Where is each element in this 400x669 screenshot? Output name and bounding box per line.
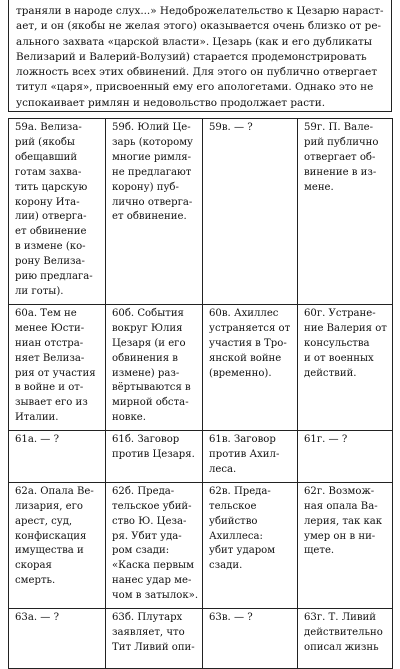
table-cell bbox=[106, 431, 203, 483]
cell-line: ли готы). bbox=[15, 285, 64, 297]
cell-text bbox=[112, 485, 198, 604]
cell-line: менее Юсти- bbox=[15, 322, 85, 334]
cell-line: арест, суд, bbox=[15, 515, 73, 527]
cell-line: обещавший bbox=[15, 151, 78, 163]
cell-line: участия в Тро- bbox=[209, 337, 287, 349]
cell-line: 60в. Ахиллес bbox=[209, 307, 279, 319]
table-row bbox=[9, 119, 393, 305]
cell-text bbox=[304, 433, 388, 448]
cell-text bbox=[304, 611, 388, 656]
cell-line: 59б. Юлий Це- bbox=[112, 122, 191, 133]
cell-line: 63г. Т. Ливий bbox=[304, 612, 376, 624]
cell-line: Италии. bbox=[15, 412, 59, 424]
cell-line: против Цезаря. bbox=[112, 449, 195, 461]
cell-text bbox=[209, 611, 293, 626]
cell-line: 59г. П. Вале- bbox=[304, 122, 374, 133]
cell-line: вёртываются в bbox=[112, 382, 191, 394]
cell-line: вокруг Юлия bbox=[112, 322, 183, 334]
cell-line: смерть. bbox=[15, 575, 56, 587]
cell-line: 61а. — ? bbox=[15, 434, 59, 446]
table-cell bbox=[203, 482, 298, 608]
cell-text bbox=[304, 307, 388, 382]
table-row bbox=[9, 431, 393, 483]
cell-line: мене. bbox=[304, 181, 334, 193]
cell-line: тельское убий- bbox=[112, 500, 192, 512]
table-cell bbox=[203, 304, 298, 430]
cell-line: не предлагают bbox=[112, 166, 192, 178]
cell-line: конфискация bbox=[15, 530, 87, 542]
cell-text bbox=[15, 307, 101, 426]
cell-text bbox=[209, 433, 293, 478]
table-cell bbox=[106, 119, 203, 305]
cell-line: нанес удар ме- bbox=[112, 575, 192, 587]
table-cell bbox=[298, 119, 393, 305]
cell-line: 60г. Устране- bbox=[304, 307, 376, 319]
cell-line: Ахиллеса: bbox=[209, 530, 263, 542]
intro-line: титул «царя», присвоенный ему его апологетами. Однако это не bbox=[16, 81, 374, 94]
table-cell bbox=[203, 119, 298, 305]
cell-line: (временно). bbox=[209, 367, 272, 379]
comparison-table bbox=[8, 118, 393, 669]
cell-line: новке. bbox=[112, 412, 146, 424]
cell-line: ние Валерия от bbox=[304, 322, 387, 334]
cell-text bbox=[112, 433, 198, 463]
cell-line: ет обвинение bbox=[15, 226, 87, 238]
cell-line: 63в. — ? bbox=[209, 612, 253, 624]
cell-text bbox=[112, 121, 198, 225]
cell-line: ниан отстра- bbox=[15, 337, 84, 349]
cell-line: отвергает об- bbox=[304, 151, 376, 163]
table-cell bbox=[9, 119, 106, 305]
cell-line: убийство bbox=[209, 515, 258, 527]
intro-line: ложность всех этих обвинений. Для этого он публично отвергает bbox=[16, 66, 378, 79]
table-cell bbox=[203, 431, 298, 483]
cell-line: ром сзади: bbox=[112, 545, 170, 557]
cell-line: леса. bbox=[209, 463, 237, 475]
cell-line: ет обвинение. bbox=[112, 211, 187, 223]
cell-line: зывает его из bbox=[15, 397, 88, 409]
cell-line: щете. bbox=[304, 545, 335, 557]
intro-line: траняли в народе слух...» Недоброжелательство к Цезарю нараст- bbox=[16, 5, 384, 17]
intro-line: ального захвата «царской власти». Цезарь (как и его дубликаты bbox=[16, 35, 373, 48]
cell-text bbox=[304, 485, 388, 560]
cell-text bbox=[112, 611, 198, 656]
cell-line: в измене (ко- bbox=[15, 241, 86, 253]
cell-line: измене) раз- bbox=[112, 367, 180, 379]
cell-line: чом в затылок». bbox=[112, 590, 198, 602]
table-cell bbox=[298, 304, 393, 430]
cell-line: 63б. Плутарх bbox=[112, 612, 183, 624]
cell-text bbox=[15, 611, 101, 626]
cell-line: против Ахил- bbox=[209, 449, 280, 461]
cell-line: 59а. Велиза- bbox=[15, 122, 82, 133]
table-cell bbox=[106, 304, 203, 430]
cell-line: 62в. Преда- bbox=[209, 485, 271, 497]
cell-line: 61г. — ? bbox=[304, 434, 348, 446]
intro-paragraph bbox=[8, 0, 392, 112]
cell-line: убит ударом bbox=[209, 545, 276, 557]
cell-text bbox=[209, 485, 293, 574]
table-cell bbox=[9, 482, 106, 608]
cell-line: Тит Ливий опи- bbox=[112, 641, 195, 653]
cell-line: рону Велиза- bbox=[15, 256, 85, 268]
cell-line: описал жизнь bbox=[304, 641, 379, 653]
cell-line: сзади. bbox=[209, 560, 243, 572]
intro-line: успокаивает римлян и недовольство продолжает расти. bbox=[16, 96, 325, 109]
cell-text bbox=[112, 307, 198, 426]
cell-text bbox=[209, 121, 293, 136]
cell-line: лии) отверга- bbox=[15, 211, 87, 223]
cell-text bbox=[15, 433, 101, 448]
table-row bbox=[9, 482, 393, 608]
cell-line: мирной обста- bbox=[112, 397, 189, 409]
cell-line: янской войне bbox=[209, 352, 282, 364]
cell-line: 62б. Преда- bbox=[112, 485, 175, 497]
cell-line: обвинения в bbox=[112, 352, 178, 364]
table-cell bbox=[298, 482, 393, 608]
cell-line: лично отверга- bbox=[112, 196, 193, 208]
cell-line: тить царскую bbox=[15, 181, 88, 193]
cell-line: консульства bbox=[304, 337, 370, 349]
cell-line: 62а. Опала Ве- bbox=[15, 485, 94, 497]
cell-line: «Каска первым bbox=[112, 560, 194, 572]
table-cell bbox=[9, 304, 106, 430]
intro-line: ает, и он (якобы не желая этого) оказывается очень близко от ре- bbox=[16, 20, 381, 33]
cell-line: тельское bbox=[209, 500, 257, 512]
cell-line: готам захва- bbox=[15, 166, 82, 178]
cell-line: действий. bbox=[304, 367, 357, 379]
cell-line: ная опала Ва- bbox=[304, 500, 378, 512]
cell-line: няет Велиза- bbox=[15, 352, 85, 364]
cell-line: 59в. — ? bbox=[209, 122, 253, 133]
cell-line: корону Ита- bbox=[15, 196, 80, 208]
cell-line: лерия, так как bbox=[304, 515, 383, 527]
cell-text bbox=[15, 121, 101, 300]
cell-line: лизария, его bbox=[15, 500, 83, 512]
cell-line: в войне и от- bbox=[15, 382, 84, 394]
cell-line: зарь (которому bbox=[112, 136, 194, 148]
cell-line: заявляет, что bbox=[112, 627, 185, 638]
cell-line: устраняется от bbox=[209, 322, 291, 334]
cell-text bbox=[209, 307, 293, 382]
cell-line: рия от участия bbox=[15, 367, 96, 379]
table-cell bbox=[106, 482, 203, 608]
cell-line: ство Ю. Цеза- bbox=[112, 515, 187, 527]
cell-line: ря. Убит уда- bbox=[112, 530, 182, 542]
cell-line: и от военных bbox=[304, 352, 374, 364]
cell-line: умер он в ни- bbox=[304, 530, 376, 542]
cell-line: многие римля- bbox=[112, 151, 192, 163]
cell-line: корону) пуб- bbox=[112, 181, 179, 193]
cell-line: скорая bbox=[15, 560, 52, 572]
intro-line: Велизарий и Валерий-Волузий) старается продемонстрировать bbox=[16, 50, 367, 63]
cell-line: 61в. Заговор bbox=[209, 434, 276, 446]
cell-line: 60б. События bbox=[112, 307, 184, 319]
cell-line: 62г. Возмож- bbox=[304, 485, 375, 497]
cell-line: винение в из- bbox=[304, 166, 377, 178]
table-row bbox=[9, 304, 393, 430]
table-cell bbox=[9, 431, 106, 483]
cell-line: рий (якобы bbox=[15, 136, 75, 148]
cell-text bbox=[15, 485, 101, 589]
cell-line: действительно bbox=[304, 627, 383, 638]
cell-line: 63а. — ? bbox=[15, 612, 59, 624]
table-cell bbox=[298, 431, 393, 483]
cell-line: рий публично bbox=[304, 136, 379, 148]
cell-line: 60а. Тем не bbox=[15, 307, 77, 319]
cell-line: имущества и bbox=[15, 545, 84, 557]
cell-line: 61б. Заговор bbox=[112, 434, 180, 446]
cell-line: рию предлага- bbox=[15, 271, 93, 283]
cell-line: Цезаря (и его bbox=[112, 337, 186, 349]
cell-text bbox=[304, 121, 388, 196]
